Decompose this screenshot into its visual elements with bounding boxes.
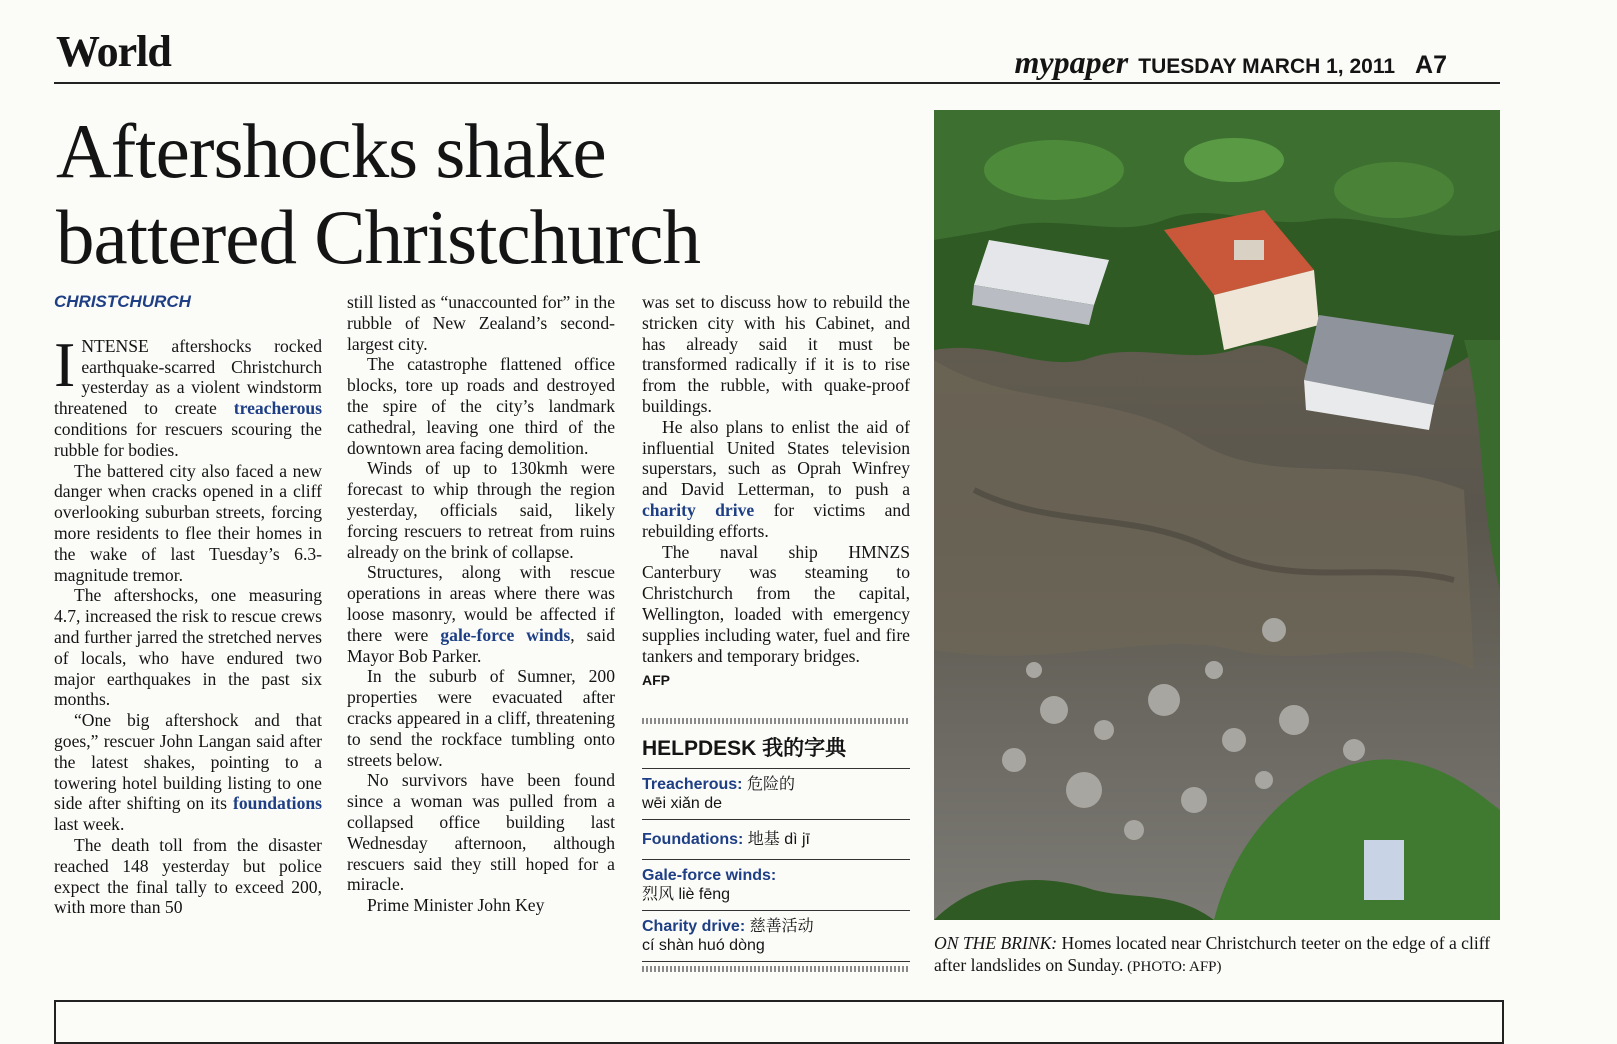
article-paragraph: The catastrophe flattened office blocks, tore up roads and destroyed the spire of the city’s landmark cathedral, leaving one third of the downtown area facing demolition. <box>347 354 615 458</box>
helpdesk-entry: Treacherous: 危险的 wēi xiǎn de <box>642 769 910 820</box>
glossary-term-gale-force-winds: gale-force winds <box>440 624 571 645</box>
article-paragraph: In the suburb of Sumner, 200 properties were evacuated after cracks appeared in a cliff, threatening to send the rockface tumbling onto streets below. <box>347 666 615 770</box>
headline <box>56 108 916 280</box>
headline-line-2: battered Christchurch <box>56 194 700 280</box>
helpdesk-title: HELPDESK 我的字典 <box>642 724 910 769</box>
article-column-2 <box>347 292 615 916</box>
hatch-divider <box>642 966 910 972</box>
article-paragraph: was set to discuss how to rebuild the stricken city with his Cabinet, and has already said it must be transformed radically if it is to rise from the rubble, with quake-proof buildings. <box>642 292 910 416</box>
helpdesk-entry: Charity drive: 慈善活动 cí shàn huó dòng <box>642 911 910 962</box>
drop-cap: I <box>54 328 76 400</box>
article-paragraph: The aftershocks, one measuring 4.7, increased the risk to rescue crews and further jarred the stretched nerves of locals, who have endured two major earthquakes in the past six months. <box>54 585 322 710</box>
header-rule <box>54 82 1500 84</box>
house-right <box>1304 315 1454 430</box>
article-paragraph: The death toll from the disaster reached 148 yesterday but police expect the final tally to exceed 200, with more than 50 <box>54 834 322 918</box>
article-paragraph: Winds of up to 130kmh were forecast to whip through the region yesterday, officials said, likely forcing rescuers to retreat from ruins already on the brink of collapse. <box>347 458 615 562</box>
photo-caption <box>934 932 1500 978</box>
helpdesk-box <box>642 718 910 972</box>
glossary-term-foundations: foundations <box>233 793 322 814</box>
section-label: World <box>56 27 171 76</box>
glossary-term-treacherous: treacherous <box>233 398 322 419</box>
issue-date: TUESDAY MARCH 1, 2011 <box>1138 55 1396 78</box>
helpdesk-entry: Foundations: 地基 dì jī <box>642 820 910 860</box>
masthead <box>1015 44 1448 81</box>
article-paragraph: still listed as “unaccounted for” in the rubble of New Zealand’s second-largest city. <box>347 292 615 354</box>
landslide-photo <box>934 110 1500 920</box>
article-paragraph: Prime Minister John Key <box>367 895 545 916</box>
cliff-houses-illustration <box>934 110 1500 920</box>
page-number: A7 <box>1415 51 1447 79</box>
brand-logo: mypaper <box>1014 44 1129 80</box>
dateline: CHRISTCHURCH <box>54 292 191 311</box>
caption-credit: (PHOTO: AFP) <box>1123 959 1222 975</box>
article-paragraph: The naval ship HMNZS Canterbury was steaming to Christchurch from the capital, Wellington, loaded with emergency supplies including water, fuel and fire tankers and temporary bridges. <box>642 541 910 666</box>
article-paragraph: The battered city also faced a new danger when cracks opened in a cliff overlooking suburban streets, forcing more residents to flee their homes in the wake of last Tuesday’s 6.3-magnitude tremor. <box>54 460 322 585</box>
article-paragraph: He also plans to enlist the aid of influential United States television superstars, such as Oprah Winfrey and David Letterman, to push a charity drive for victims and rebuilding efforts. <box>642 416 911 541</box>
article-column-3 <box>642 292 910 691</box>
helpdesk-entry: Gale-force winds: 烈风 liè fēng <box>642 860 910 911</box>
article-paragraph: No survivors have been found since a woman was pulled from a collapsed office building last Wednesday afternoon, although rescuers said they still hoped for a miracle. <box>347 770 615 895</box>
headline-line-1: Aftershocks shake <box>56 108 606 194</box>
caption-text: Homes located near Christchurch teeter on the edge of a cliff after landslides on Sunday. <box>934 933 1491 975</box>
article-paragraph: Structures, along with rescue operations in areas where there was loose masonry, would be affected if there were gale-force winds, said Mayor Bob Parker. <box>347 562 615 666</box>
bottom-frame <box>54 1000 1504 1044</box>
article-column-1 <box>54 292 322 918</box>
caption-lead: ON THE BRINK: <box>934 933 1058 953</box>
glossary-term-charity-drive: charity drive <box>642 499 755 520</box>
wire-credit: AFP <box>642 672 670 689</box>
article-paragraph: “One big aftershock and that goes,” rescuer John Langan said after the latest shakes, pointing to a towering hotel building listing to one side after shifting on its foundations last week. <box>54 710 322 835</box>
article-paragraph: INTENSE aftershocks rocked earthquake-scarred Christchurch yesterday as a violent windstorm threatened to create treacherous conditions for rescuers scouring the rubble for bodies. <box>54 328 322 460</box>
